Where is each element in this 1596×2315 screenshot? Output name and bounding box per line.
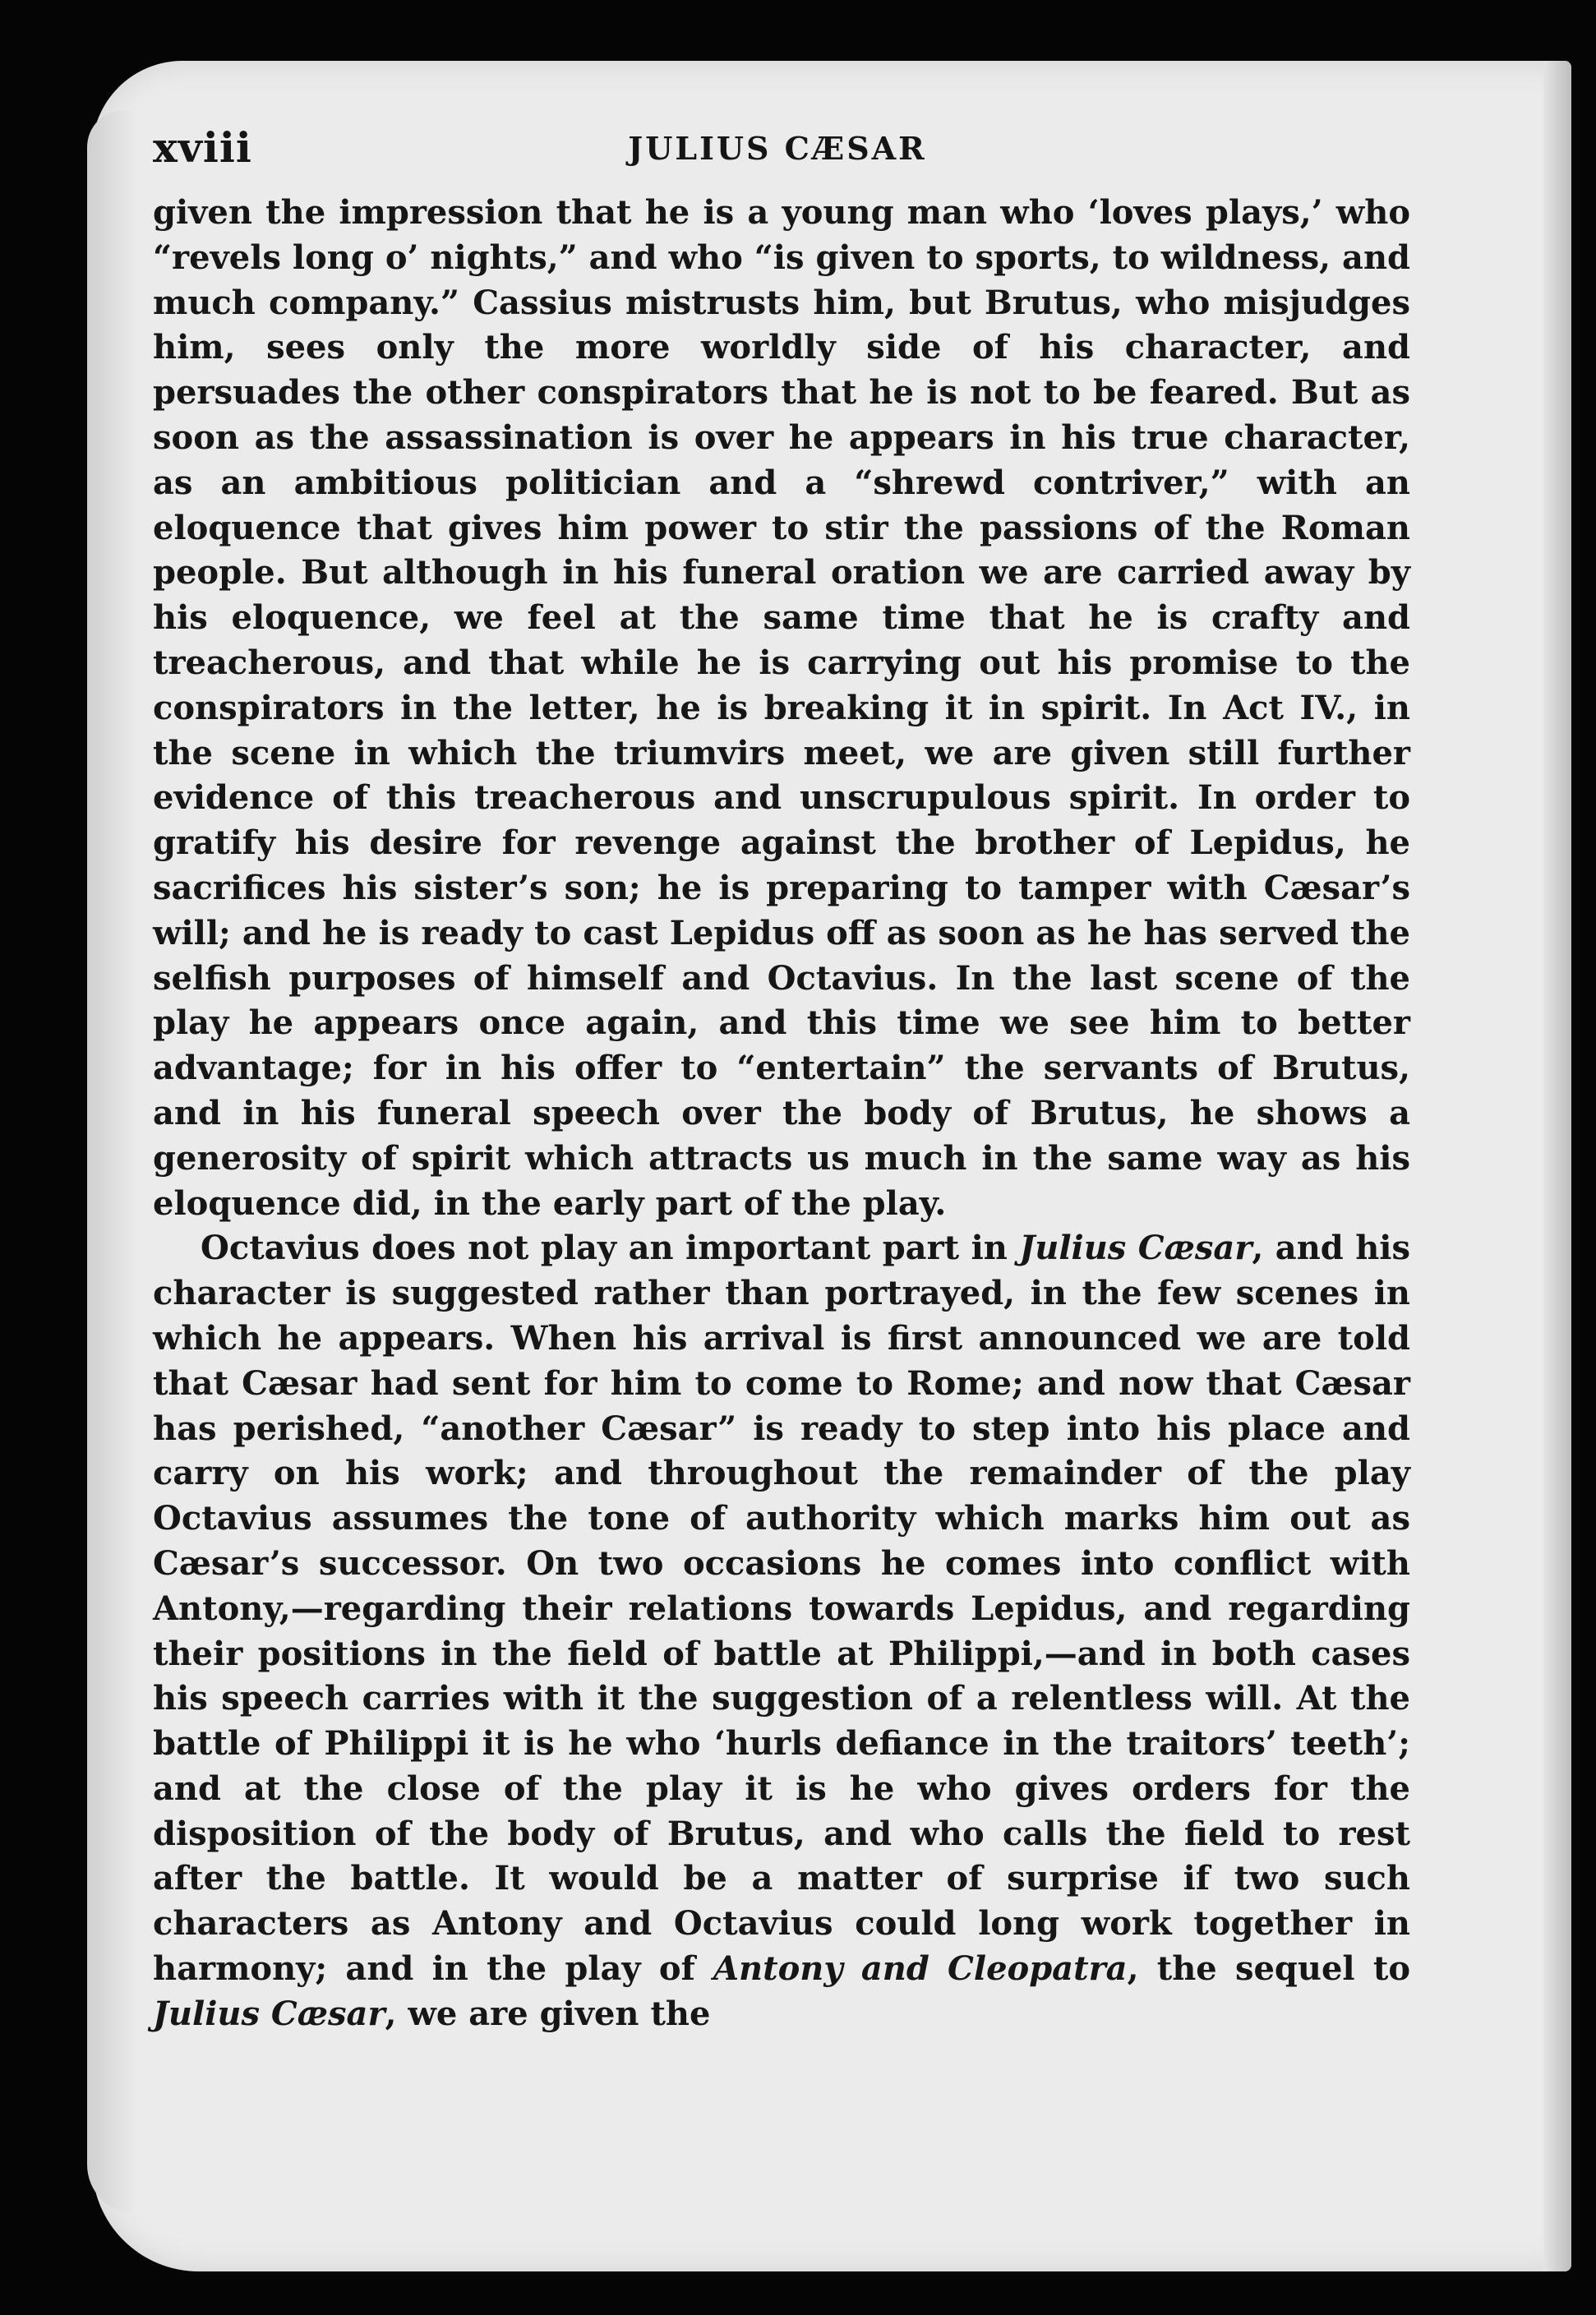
page-number: xviii — [153, 123, 252, 172]
paragraph-octavius-text-3: , the sequel to — [1127, 1949, 1411, 1989]
page-header — [153, 123, 1402, 181]
play-title-julius-caesar-2: Julius Cæsar — [153, 1994, 385, 2033]
page-curl-shadow — [87, 110, 136, 2214]
running-head: JULIUS CÆSAR — [628, 130, 927, 167]
paragraph-octavius — [153, 1226, 1410, 2036]
play-title-antony-and-cleopatra: Antony and Cleopatra — [713, 1949, 1128, 1989]
paragraph-octavius-text-4: , we are given the — [385, 1994, 711, 2033]
paragraph-octavius-text-2: , and his character is suggested rather than portrayed, in the few scenes in which he appears. When his arrival is first announced we are told that Cæsar had sent for him to come to Rome; and now that Cæsar has perished, “another Cæsar” is ready to step into his place and carry on his work; and throughout the remainder of the play Octavius assumes the tone of authority which marks him out as Cæsar’s successor. On two occasions he comes into conflict with Antony,—regarding their relations towards Lepidus, and regarding their positions in the field of battle at Philippi,—and in both cases his speech carries with it the suggestion of a relentless will. At the battle of Philippi it is he who ‘hurls defiance in the traitors’ teeth’; and at the close of the play it is he who gives orders for the disposition of the body of Brutus, and who calls the field to rest after the battle. It would be a matter of surprise if two such characters as Antony and Octavius could long work together in harmony; and in the play of — [153, 1229, 1410, 1989]
paragraph-antony: given the impression that he is a young man who ‘loves plays,’ who “revels long o’ nights,” and who “is given to sports, to wildness, and much company.” Cassius mistrusts him, but Brutus, who misjudges him, sees only the more worldly side of his character, and persuades the other conspirators that he is not to be feared. But as soon as the assassination is over he appears in his true character, as an ambitious politician and a “shrewd contriver,” with an eloquence that gives him power to stir the passions of the Roman people. But although in his funeral oration we are carried away by his eloquence, we feel at the same time that he is crafty and treacherous, and that while he is carrying out his promise to the conspirators in the letter, he is breaking it in spirit. In Act IV., in the scene in which the triumvirs meet, we are given still further evidence of this treacherous and unscrupulous spirit. In order to gratify his desire for revenge against the brother of Lepidus, he sacrifices his sister’s son; he is preparing to tamper with Cæsar’s will; and he is ready to cast Lepidus off as soon as he has served the selfish purposes of himself and Octavius. In the last scene of the play he appears once again, and this time we see him to better advantage; for in his offer to “entertain” the servants of Brutus, and in his funeral speech over the body of Brutus, he shows a generosity of spirit which attracts us much in the same way as his eloquence did, in the early part of the play. — [153, 193, 1410, 1223]
paragraph-octavius-text-1: Octavius does not play an important part in — [201, 1229, 1020, 1268]
play-title-julius-caesar: Julius Cæsar — [1019, 1229, 1252, 1268]
body-text — [153, 191, 1410, 2037]
page-edge-shadow — [1543, 61, 1571, 2271]
